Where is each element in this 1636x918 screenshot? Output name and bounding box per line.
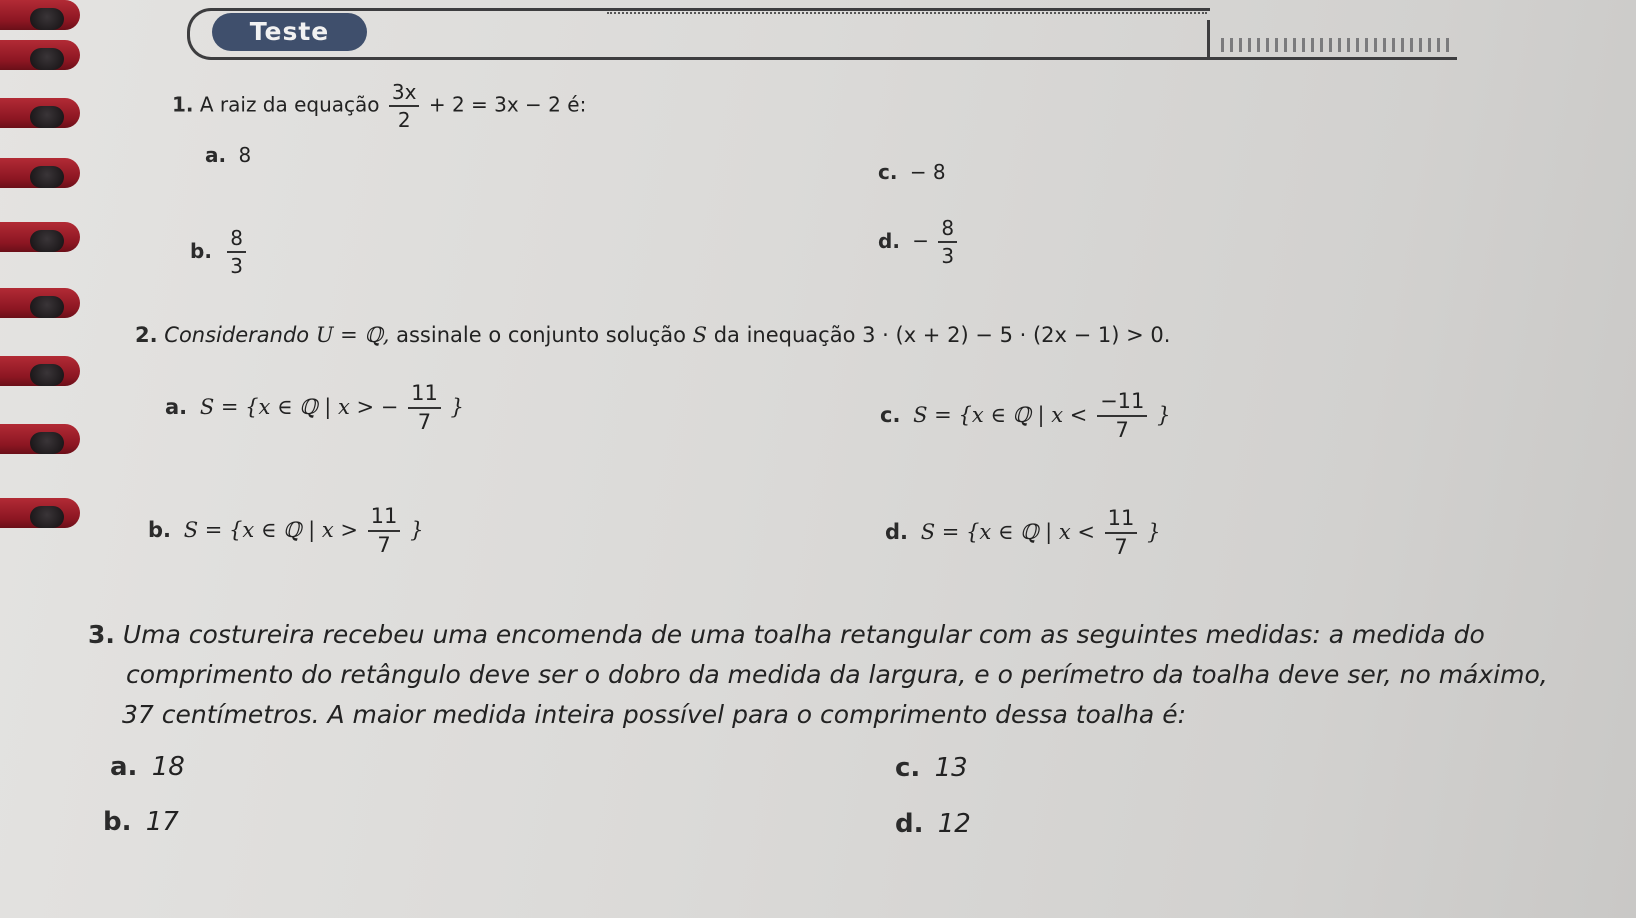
spiral-ring (0, 498, 90, 532)
banner-bottom-line (1207, 57, 1457, 60)
set-expression: S = {x ∈ ℚ | x < (913, 403, 1088, 427)
q2-option-a[interactable] (165, 383, 464, 433)
spiral-ring (0, 222, 90, 256)
set-close: } (1147, 520, 1161, 544)
set-expression: S = {x ∈ ℚ | x > − (199, 395, 399, 419)
option-value: 18 (151, 752, 185, 782)
option-letter: a. (110, 752, 138, 782)
spiral-ring (0, 356, 90, 390)
question-line: 37 centímetros. A maior medida inteira possível para o comprimento dessa toalha é: (122, 700, 1187, 729)
fraction-denominator: 7 (417, 410, 432, 434)
spiral-ring (0, 40, 90, 74)
question-3-stem (88, 615, 1608, 735)
question-text: A raiz da equação (199, 92, 380, 117)
option-letter: d. (878, 228, 900, 253)
fraction-denominator: 2 (397, 108, 411, 132)
q3-option-d[interactable] (895, 809, 971, 839)
spiral-ring (0, 424, 90, 458)
set-expression: S = {x ∈ ℚ | x > (183, 518, 358, 542)
question-number: 1. (172, 92, 194, 117)
question-number: 2. (135, 323, 158, 347)
banner-dotted-line (607, 12, 1207, 18)
fraction-denominator: 3 (941, 244, 955, 268)
spiral-ring (0, 0, 90, 34)
fraction-numerator: −11 (1097, 391, 1147, 417)
option-value: 8 (238, 143, 252, 167)
section-tag: Teste (212, 13, 367, 51)
fraction-numerator: 8 (938, 218, 957, 243)
q1-option-d[interactable] (878, 218, 960, 266)
question-line (88, 615, 1608, 655)
question-number: 3. (88, 620, 115, 649)
fraction (1097, 391, 1147, 441)
question-2-stem (135, 323, 1170, 347)
fraction-numerator: 8 (227, 228, 246, 253)
option-value: 13 (934, 753, 968, 783)
banner-step (1207, 20, 1210, 60)
option-letter: a. (165, 395, 188, 419)
q1-option-a[interactable] (205, 143, 251, 167)
option-letter: c. (895, 753, 921, 783)
question-1-stem (172, 82, 586, 130)
set-close: } (410, 518, 424, 542)
option-letter: b. (148, 518, 172, 542)
spiral-ring (0, 158, 90, 192)
fraction-denominator: 7 (377, 533, 391, 557)
option-letter: b. (103, 807, 132, 837)
q2-option-c[interactable] (880, 391, 1170, 441)
q3-option-b[interactable] (103, 807, 179, 837)
fraction-numerator: 11 (408, 383, 441, 409)
question-tail: é: (567, 92, 587, 117)
header-banner (187, 8, 1477, 60)
option-sign: − (912, 228, 930, 253)
q2-option-b[interactable] (148, 506, 423, 556)
q3-option-a[interactable] (110, 752, 185, 782)
fraction (227, 228, 246, 276)
question-text: da inequação (713, 323, 856, 347)
fraction (1105, 508, 1138, 558)
equation-rest: + 2 = 3x − 2 (428, 92, 561, 117)
banner-ticks (1221, 38, 1451, 52)
fraction-numerator: 3x (389, 82, 420, 107)
universe-set: U = ℚ, (315, 323, 390, 347)
question-text: Considerando (164, 323, 310, 347)
option-letter: d. (895, 809, 924, 839)
q1-option-c[interactable] (878, 160, 946, 184)
fraction (389, 82, 420, 130)
q1-option-b[interactable] (190, 228, 249, 276)
option-value: − 8 (909, 160, 946, 184)
set-expression: S = {x ∈ ℚ | x < (920, 520, 1095, 544)
fraction-numerator: 11 (1105, 508, 1138, 534)
set-variable: S (692, 323, 708, 347)
spiral-ring (0, 288, 90, 322)
fraction (408, 383, 441, 433)
set-close: } (1157, 403, 1171, 427)
fraction-denominator: 3 (230, 254, 244, 278)
question-line: comprimento do retângulo deve ser o dobro da medida da largura, e o perímetro da toalha deve ser, no máximo, (126, 660, 1548, 689)
fraction-numerator: 11 (368, 506, 401, 532)
option-value: 17 (145, 807, 179, 837)
option-letter: d. (885, 520, 909, 544)
set-close: } (450, 395, 464, 419)
fraction (368, 506, 401, 556)
option-letter: a. (205, 143, 227, 167)
q3-option-c[interactable] (895, 753, 968, 783)
inequality: 3 · (x + 2) − 5 · (2x − 1) > 0. (862, 323, 1171, 347)
q2-option-d[interactable] (885, 508, 1160, 558)
option-letter: b. (190, 238, 212, 263)
option-letter: c. (878, 160, 898, 184)
fraction (938, 218, 957, 266)
question-text: Uma costureira recebeu uma encomenda de uma toalha retangular com as seguintes medidas: a medida do (122, 620, 1485, 649)
option-value: 12 (937, 809, 971, 839)
spiral-ring (0, 98, 90, 132)
fraction-denominator: 7 (1115, 418, 1129, 442)
fraction-denominator: 7 (1114, 535, 1128, 559)
option-letter: c. (880, 403, 901, 427)
question-text: assinale o conjunto solução (396, 323, 686, 347)
